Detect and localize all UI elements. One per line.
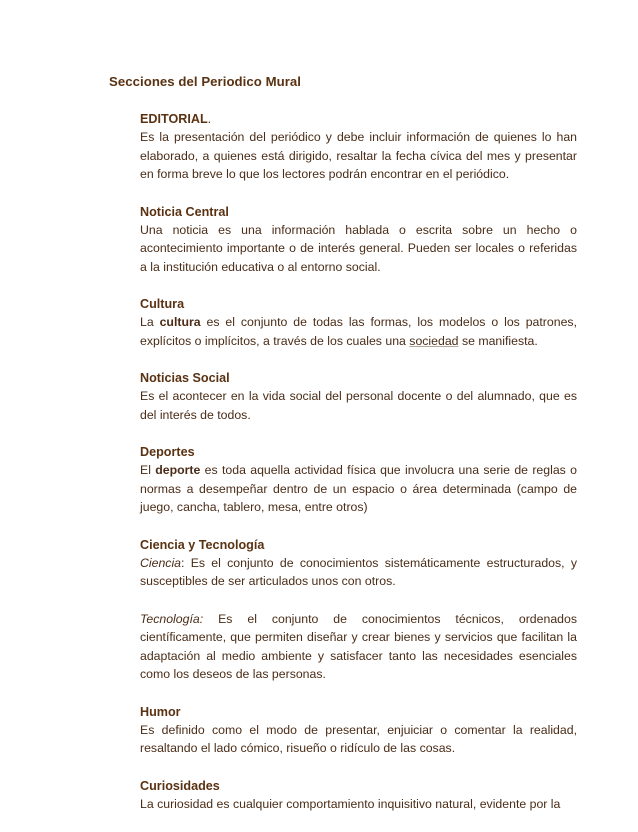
bold-term: cultura — [159, 315, 201, 329]
section-heading-text: EDITORIAL — [140, 112, 208, 126]
section-heading: Cultura — [140, 297, 185, 311]
document-title: Secciones del Periodico Mural — [109, 74, 301, 89]
bold-term: deporte — [155, 463, 201, 477]
section-heading: Curiosidades — [140, 778, 220, 793]
paragraph-text: Es el conjunto de conocimientos técnicos, ordenados científicamente, que permiten diseñar y crear bienes y servicios que facilitan la adaptación al medio ambiente y satisfacer tanto las necesidades esenciales como los deseos de las personas. — [140, 611, 577, 681]
section-heading — [140, 110, 577, 128]
section-editorial — [140, 110, 577, 184]
section-paragraph — [140, 128, 577, 184]
section-paragraph — [140, 387, 577, 424]
section-deportes — [140, 443, 577, 517]
section-heading: Humor — [140, 704, 181, 719]
section-heading: Ciencia y Tecnología — [140, 537, 265, 552]
section-heading: Deportes — [140, 445, 195, 459]
section-paragraph — [140, 313, 577, 350]
section-paragraph — [140, 221, 577, 277]
section-noticia-central — [140, 203, 577, 277]
paragraph-text: Una noticia es una información hablada o escrita sobre un hecho o acontecimiento importante o de interés general. Pueden ser locales o referidas a la institución educativa o al entorno social. — [140, 222, 577, 274]
section-heading: Noticia Central — [140, 204, 229, 219]
paragraph-text: El — [140, 463, 156, 477]
section-paragraph — [140, 795, 577, 814]
section-heading: Noticias Social — [140, 371, 230, 385]
section-humor — [140, 703, 577, 758]
section-ciencia-tecnologia — [140, 536, 577, 684]
paragraph-text: se manifiesta. — [458, 333, 538, 348]
paragraph-text: Es definido como el modo de presentar, enjuiciar o comentar la realidad, resaltando el lado cómico, risueño o ridículo de las cosas. — [140, 722, 577, 755]
section-curiosidades — [140, 777, 577, 814]
section-paragraph — [140, 610, 577, 684]
paragraph-text: es el conjunto de todas las formas, los modelos o los patrones, explícitos o implícitos, a través de los cuales una — [140, 315, 577, 348]
section-paragraph — [140, 721, 577, 758]
sections-list — [140, 110, 577, 832]
section-paragraph — [140, 554, 577, 591]
paragraph-text: La — [140, 315, 160, 329]
paragraph-text: es toda aquella actividad física que involucra una serie de reglas o normas a desempeñar dentro de un espacio o área determinada (campo de juego, cancha, tablero, mesa, entre otros) — [140, 463, 577, 514]
italic-term: Tecnología: — [140, 611, 204, 626]
section-paragraph — [140, 461, 577, 517]
linked-term[interactable]: sociedad — [409, 333, 459, 348]
section-cultura — [140, 295, 577, 350]
paragraph-text: Es el acontecer en la vida social del personal docente o del alumnado, que es del interés de todos. — [140, 389, 577, 422]
section-noticias-social — [140, 369, 577, 424]
paragraph-text: La curiosidad es cualquier comportamiento inquisitivo natural, evidente por la — [140, 796, 561, 811]
paragraph-text: Es la presentación del periódico y debe incluir información de quienes lo han elaborado, a quienes está dirigido, resaltar la fecha cívica del mes y presentar en forma breve lo que los lectores podrán encontrar en el periódico. — [140, 130, 577, 181]
paragraph-text: : Es el conjunto de conocimientos sistemáticamente estructurados, y susceptibles de ser articulados unos con otros. — [140, 555, 577, 588]
section-heading-punctuation: . — [207, 112, 212, 126]
italic-term: Ciencia — [140, 555, 182, 570]
